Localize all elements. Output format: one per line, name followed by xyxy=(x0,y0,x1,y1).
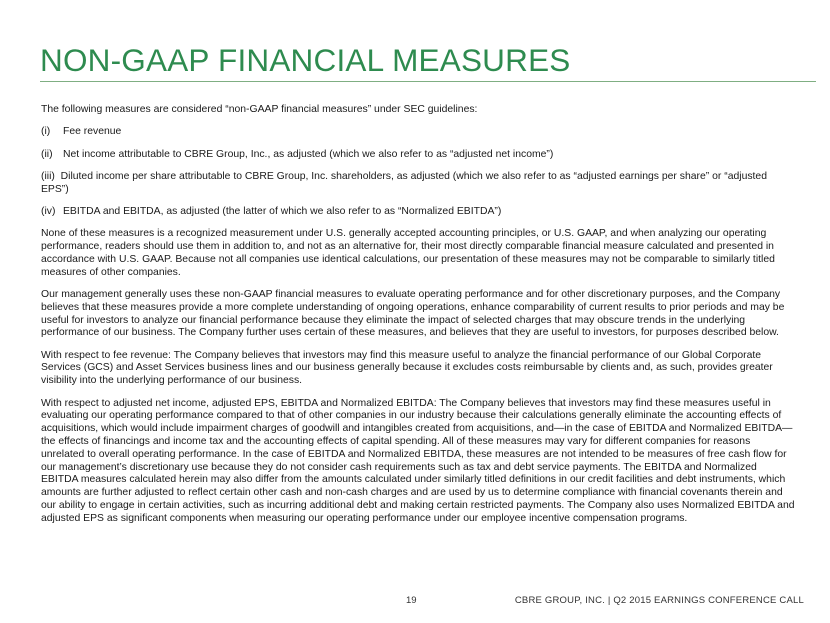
list-item-text: Diluted income per share attributable to CBRE Group, Inc. shareholders, as adjusted (which we also refer to as “adjusted earnings per share” or “adjusted EPS”) xyxy=(41,170,767,195)
paragraph: None of these measures is a recognized measurement under U.S. generally accepted accounting principles, or U.S. GAAP, and when analyzing our operating performance, readers should use them in addition to, and not as an alternative for, their most directly comparable financial measure calculated and presented in accordance with U.S. GAAP. Because not all companies use identical calculations, our presentation of these measures may not be comparable to similarly titled measures of other companies. xyxy=(41,228,775,278)
list-item-number: (iii) xyxy=(41,170,55,182)
intro-paragraph: The following measures are considered “non-GAAP financial measures” under SEC guidelines: xyxy=(41,104,478,115)
list-item-text: EBITDA and EBITDA, as adjusted (the latter of which we also refer to as “Normalized EBITDA”) xyxy=(63,205,502,217)
list-item-text: Net income attributable to CBRE Group, Inc., as adjusted (which we also refer to as “adjusted net income”) xyxy=(63,148,554,160)
page-title: NON-GAAP FINANCIAL MEASURES xyxy=(40,42,571,78)
page-number: 19 xyxy=(406,595,417,606)
body-text xyxy=(41,104,795,535)
title-divider xyxy=(40,81,816,82)
list-item-text: Fee revenue xyxy=(63,126,122,138)
paragraph: Our management generally uses these non-GAAP financial measures to evaluate operating performance and for other discretionary purposes, and the Company believes that these measures provide a more complete understanding of ongoing operations, enhance comparability of current results to prior periods and may be useful for investors to analyze our financial performance because they eliminate the impact of selected charges that may obscure trends in the underlying performance of our business. The Company further uses certain of these measures, and believes that they are useful to investors, for purposes described below. xyxy=(41,288,785,339)
list-item-number: (i) xyxy=(41,126,51,138)
paragraph: With respect to fee revenue: The Company believes that investors may find this measure useful to analyze the financial performance of our Global Corporate Services (GCS) and Asset Services business lines and our business generally because it excludes costs reimbursable by clients and, as such, provides greater visibility into the underlying performance of our business. xyxy=(41,349,773,387)
list-item xyxy=(41,171,795,197)
footer-label: CBRE GROUP, INC. | Q2 2015 EARNINGS CONFERENCE CALL xyxy=(514,595,804,606)
list-item-number: (ii) xyxy=(41,148,53,160)
list-item xyxy=(41,206,795,219)
list-item-number: (iv) xyxy=(41,205,56,217)
paragraph: With respect to adjusted net income, adjusted EPS, EBITDA and Normalized EBITDA: The Company believes that investors may find these measures useful in evaluating our operating performance compared to that of other companies in our industry because their calculations generally eliminate the accounting effects of acquisitions, which would include impairment charges of goodwill and intangibles created from acquisitions, and—in the case of EBITDA and Normalized EBITDA—the effects of financings and income tax and the accounting effects of capital spending. All of these measures may vary for different companies for reasons unrelated to overall operating performance. In the case of EBITDA and Normalized EBITDA, these measures are not intended to be measures of free cash flow for our management’s discretionary use because they do not consider cash requirements such as tax and debt service payments. The EBITDA and Normalized EBITDA measures calculated herein may also differ from the amounts calculated under similarly titled definitions in our credit facilities and debt instruments, which amounts are further adjusted to reflect certain other cash and non-cash charges and are used by us to determine compliance with financial covenants therein and our ability to engage in certain activities, such as incurring additional debt and making certain restricted payments. The Company also uses Normalized EBITDA and adjusted EPS as significant components when measuring our operating performance under our employee incentive compensation programs. xyxy=(41,397,795,524)
list-item xyxy=(41,149,795,162)
list-item xyxy=(41,126,795,139)
